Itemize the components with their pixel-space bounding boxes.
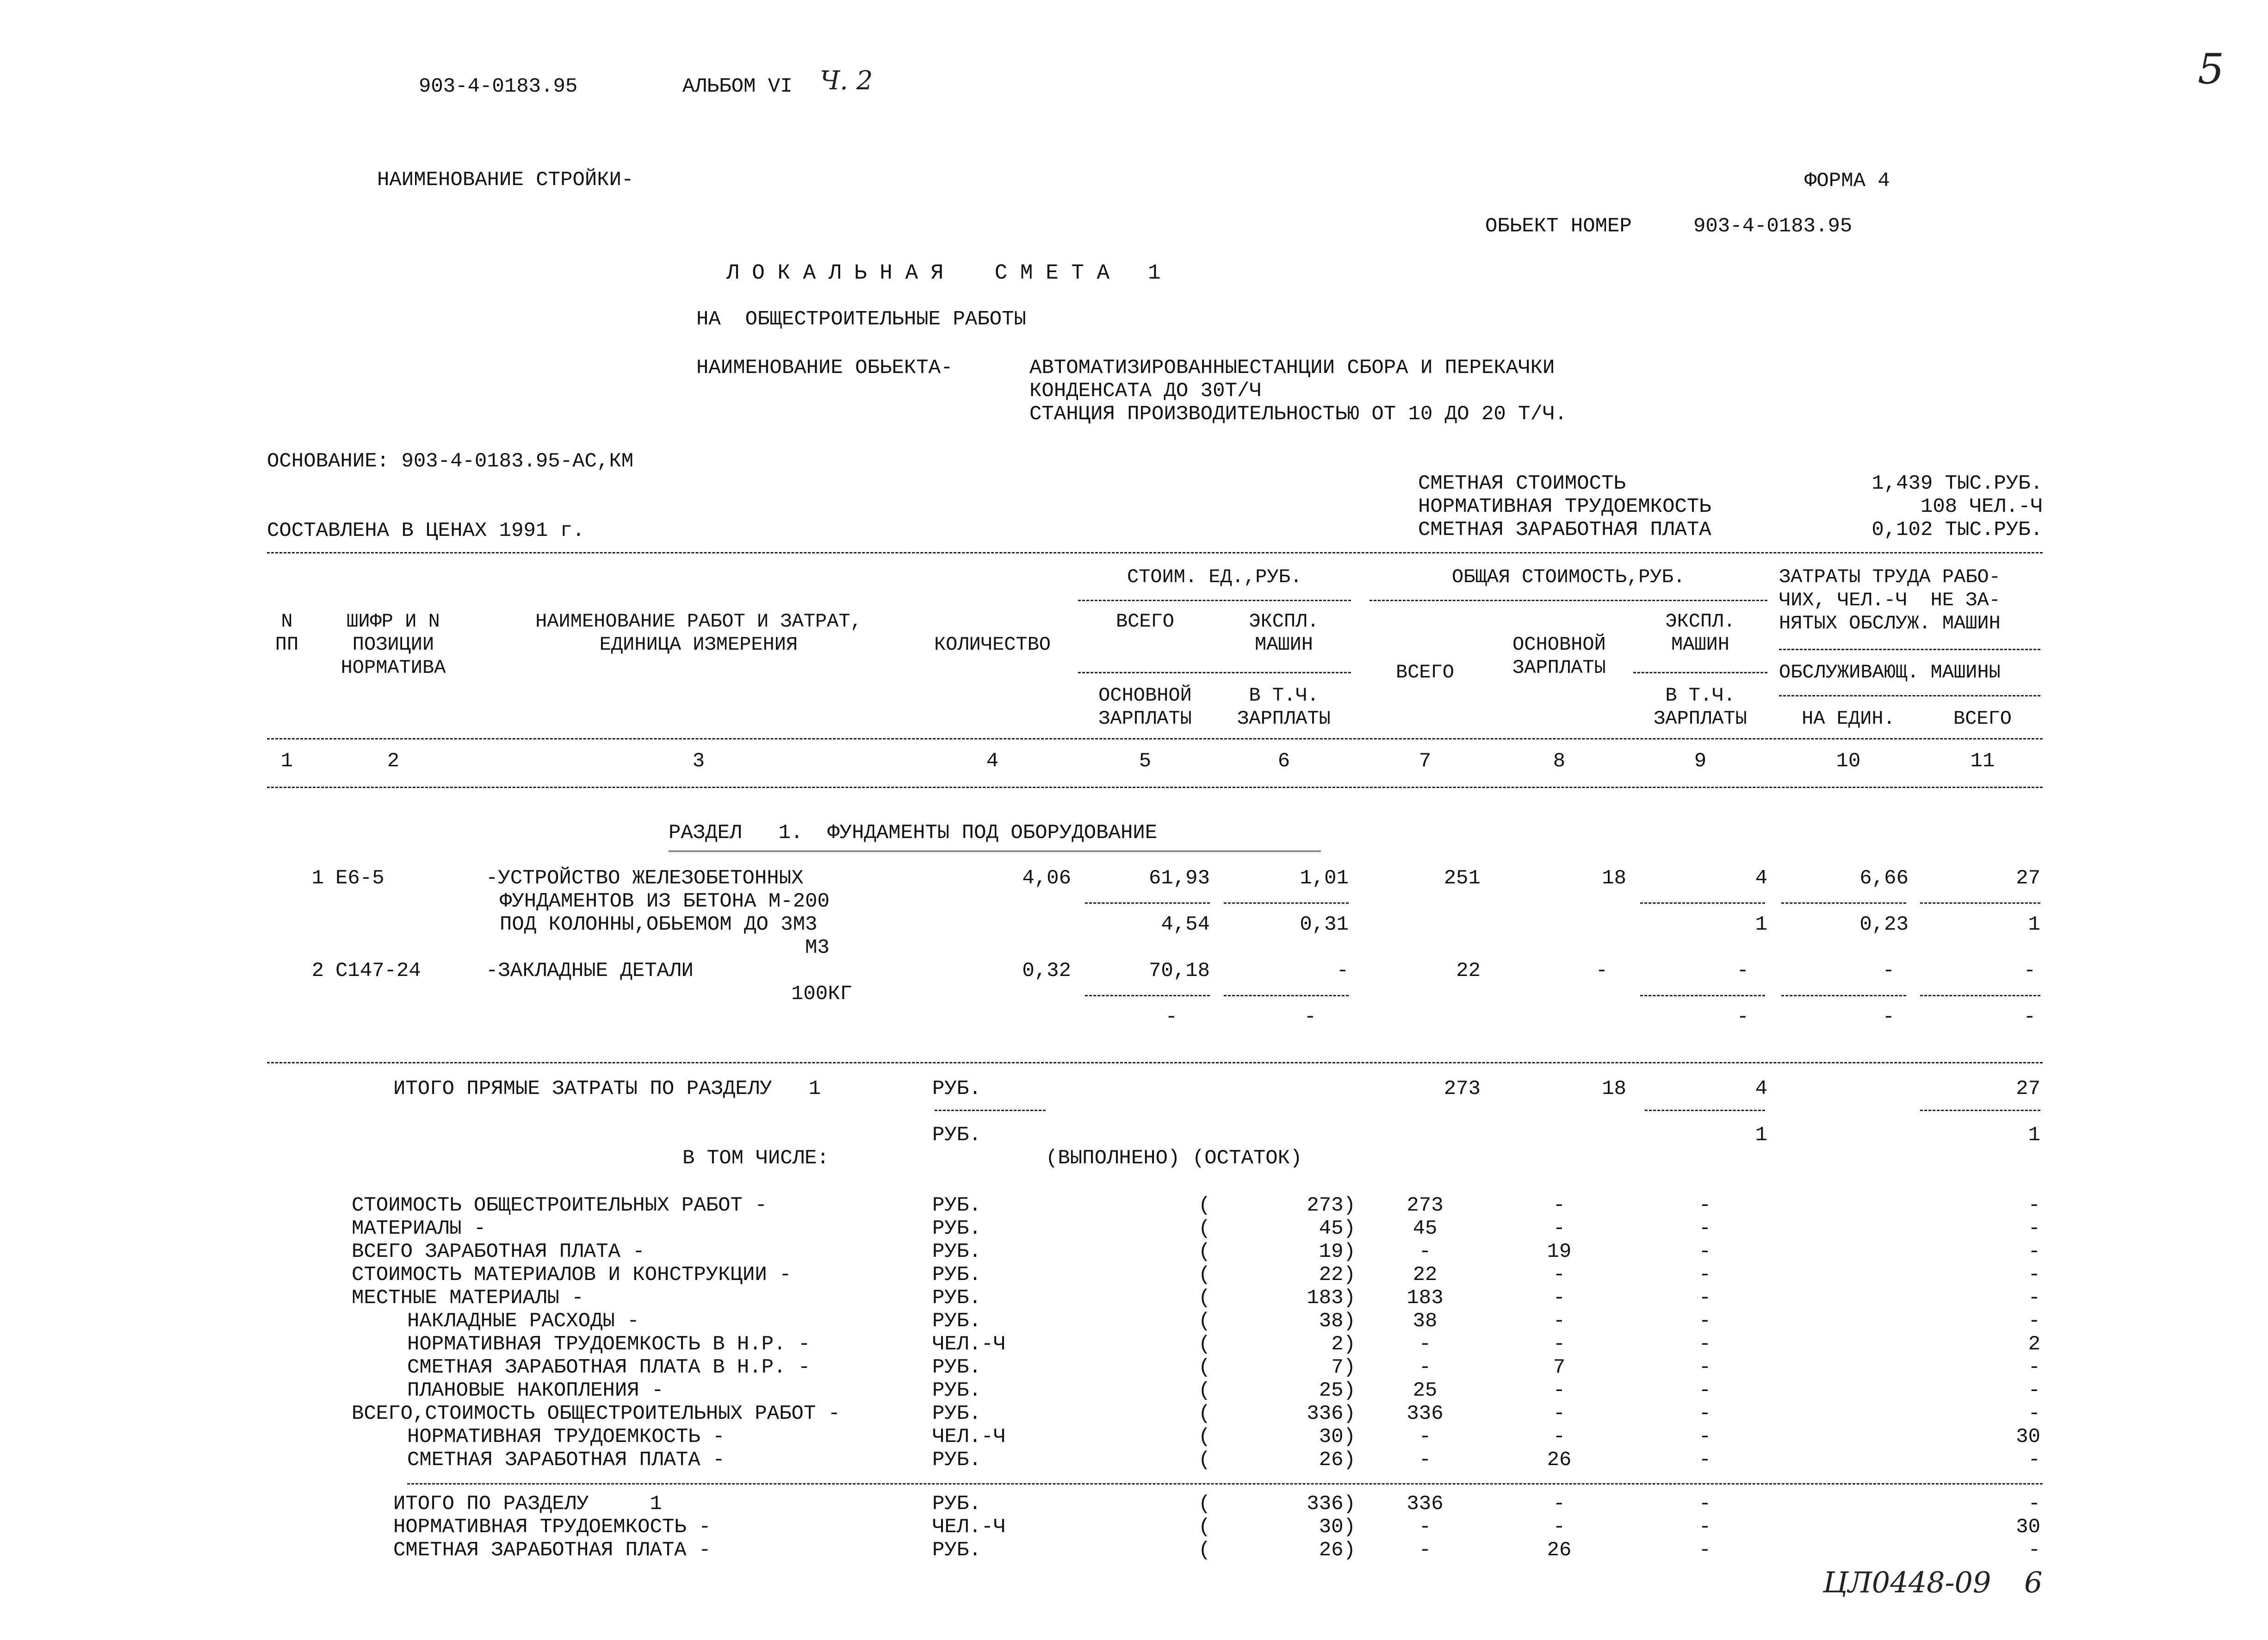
header-col4: КОЛИЧЕСТВО: [934, 634, 1051, 656]
row-total-all: 336: [1407, 1492, 1444, 1516]
row-label: СМЕТНАЯ ЗАРАБОТНАЯ ПЛАТА -: [407, 1448, 725, 1472]
cell-divider: [935, 1110, 1046, 1111]
cell-divider: [1920, 995, 2040, 996]
row-total-wage: -: [1553, 1194, 1566, 1217]
object-name-line: АВТОМАТИЗИРОВАННЫЕСТАНЦИИ СБОРА И ПЕРЕКАЧКИ: [1029, 356, 1555, 379]
row-done-value: 273): [1307, 1194, 1356, 1217]
total-incl: 1: [1755, 1124, 1767, 1147]
header-unit-wage: ОСНОВНОЙ: [1098, 684, 1192, 707]
header-divider: [1779, 649, 2040, 650]
column-number: 11: [1970, 750, 1995, 773]
row-label: ПЛАНОВЫЕ НАКОПЛЕНИЯ -: [407, 1379, 664, 1402]
divider: [267, 787, 2043, 788]
row-total-machines: -: [1698, 1516, 1711, 1539]
row-paren-open: (: [1198, 1539, 1211, 1562]
row-labor-total: -: [2028, 1194, 2040, 1217]
row-paren-open: (: [1198, 1310, 1211, 1333]
header-total-incl: В Т.Ч.: [1665, 684, 1735, 707]
row-unit: РУБ.: [932, 1240, 981, 1263]
row-paren-open: (: [1198, 1402, 1211, 1425]
row-total-wage: -: [1553, 1217, 1566, 1240]
row-unit: ЧЕЛ.-Ч: [932, 1425, 1006, 1448]
page-mark-top: 5: [2198, 45, 2225, 93]
cell-divider: [1640, 902, 1765, 904]
direct-total-unit: РУБ.: [932, 1077, 981, 1100]
row-labor-total: -: [2028, 1240, 2040, 1263]
row-labor-total: -: [2028, 1402, 2040, 1425]
row-done-value: 30): [1319, 1425, 1356, 1448]
header-col3: ЕДИНИЦА ИЗМЕРЕНИЯ: [599, 634, 798, 656]
row-total-all: -: [1419, 1240, 1431, 1263]
row-total-machines: -: [1698, 1286, 1711, 1310]
header-divider: [1078, 600, 1351, 601]
row-total-machines: -: [1698, 1240, 1711, 1263]
row-paren-open: (: [1198, 1217, 1211, 1240]
header-labor-unit: НА ЕДИН.: [1802, 708, 1895, 730]
total-wage: 18: [1602, 1077, 1626, 1100]
total-all: 273: [1444, 1077, 1481, 1100]
total-wage: -: [1595, 959, 1608, 982]
row-total-machines: -: [1698, 1492, 1711, 1516]
cell-divider: [1224, 902, 1349, 904]
row-done-value: 45): [1319, 1217, 1356, 1240]
row-total-wage: -: [1553, 1310, 1566, 1333]
row-total-all: -: [1419, 1448, 1431, 1472]
labor-total: 1: [2028, 1124, 2040, 1147]
row-total-machines: -: [1698, 1448, 1711, 1472]
row-unit: РУБ.: [932, 1217, 981, 1240]
total-all: 22: [1456, 959, 1481, 982]
row-label: МЕСТНЫЕ МАТЕРИАЛЫ -: [352, 1286, 584, 1310]
cell-divider: [1920, 902, 2040, 904]
total-all: 251: [1444, 867, 1481, 890]
row-total-all: 45: [1413, 1217, 1438, 1240]
row-done-value: 336): [1307, 1402, 1356, 1425]
row-total-all: 25: [1413, 1379, 1438, 1402]
column-number: 1: [280, 750, 293, 773]
row-label: НОРМАТИВНАЯ ТРУДОЕМКОСТЬ -: [393, 1516, 711, 1539]
header-unit-incl: В Т.Ч.: [1249, 684, 1319, 707]
labor-unit: 6,66: [1859, 867, 1909, 890]
row-done-value: 25): [1319, 1379, 1356, 1402]
header-col2: ПОЗИЦИИ: [352, 634, 434, 656]
row-done-value: 26): [1319, 1448, 1356, 1472]
item-name: ФУНДАМЕНТОВ ИЗ БЕТОНА М-200: [500, 890, 830, 913]
header-unit-cost: СТОИМ. ЕД.,РУБ.: [1127, 566, 1302, 588]
row-total-wage: -: [1553, 1263, 1566, 1286]
column-number: 10: [1836, 750, 1861, 773]
header-col1: ПП: [275, 634, 299, 656]
labor-total: 27: [2016, 867, 2040, 890]
row-paren-open: (: [1198, 1516, 1211, 1539]
row-total-machines: -: [1698, 1402, 1711, 1425]
row-total-all: -: [1419, 1425, 1431, 1448]
header-unit-machines: ЭКСПЛ.: [1249, 610, 1319, 633]
labor-unit: -: [1882, 1006, 1895, 1029]
cell-divider: [1640, 995, 1765, 996]
row-paren-open: (: [1198, 1425, 1211, 1448]
header-col2: НОРМАТИВА: [341, 657, 446, 679]
row-unit: РУБ.: [932, 1402, 981, 1425]
row-total-wage: -: [1553, 1516, 1566, 1539]
header-total-wage: ОСНОВНОЙ: [1512, 634, 1606, 656]
row-total-machines: -: [1698, 1356, 1711, 1379]
cell-divider: [1085, 902, 1210, 904]
cell-divider: [1085, 995, 1210, 996]
item-name: ПОД КОЛОННЫ,ОБЬЕМОМ ДО 3М3: [500, 913, 818, 936]
column-number: 9: [1694, 750, 1707, 773]
row-total-machines: -: [1698, 1379, 1711, 1402]
header-divider: [1369, 600, 1767, 601]
row-total-wage: -: [1553, 1492, 1566, 1516]
cell-divider: [1224, 995, 1349, 996]
header-col2: ШИФР И N: [347, 610, 440, 633]
item-code: Е6-5: [335, 867, 384, 890]
row-labor-total: 30: [2016, 1425, 2040, 1448]
header-divider: [1633, 672, 1767, 673]
header-labor: ОБСЛУЖИВАЮЩ. МАШИНЫ: [1779, 661, 2001, 683]
summary-label: НОРМАТИВНАЯ ТРУДОЕМКОСТЬ: [1418, 495, 1711, 518]
row-done-value: 2): [1331, 1333, 1356, 1356]
row-total-all: -: [1419, 1539, 1431, 1562]
row-done-value: 38): [1319, 1310, 1356, 1333]
row-total-wage: 26: [1547, 1539, 1572, 1562]
row-label: НАКЛАДНЫЕ РАСХОДЫ -: [407, 1310, 639, 1333]
row-unit: РУБ.: [932, 1194, 981, 1217]
column-number: 8: [1553, 750, 1566, 773]
row-paren-open: (: [1198, 1379, 1211, 1402]
row-labor-total: -: [2028, 1539, 2040, 1562]
row-total-wage: -: [1553, 1286, 1566, 1310]
row-label: НОРМАТИВНАЯ ТРУДОЕМКОСТЬ В Н.Р. -: [407, 1333, 811, 1356]
column-number: 6: [1277, 750, 1290, 773]
header-labor: ЧИХ, ЧЕЛ.-Ч НЕ ЗА-: [1779, 589, 2001, 611]
header-col3: НАИМЕНОВАНИЕ РАБОТ И ЗАТРАТ,: [535, 610, 862, 633]
row-total-machines: -: [1698, 1425, 1711, 1448]
row-total-wage: -: [1553, 1425, 1566, 1448]
header-divider: [1779, 695, 2040, 696]
row-unit: РУБ.: [932, 1310, 981, 1333]
item-quantity: 0,32: [1022, 959, 1071, 982]
row-unit: ЧЕЛ.-Ч: [932, 1333, 1006, 1356]
row-unit: ЧЕЛ.-Ч: [932, 1516, 1006, 1539]
column-number: 5: [1139, 750, 1152, 773]
total-machines: -: [1736, 959, 1749, 982]
unit-incl: 0,31: [1300, 913, 1349, 936]
row-unit: РУБ.: [932, 1448, 981, 1472]
labor-total: 27: [2016, 1077, 2040, 1100]
row-paren-open: (: [1198, 1448, 1211, 1472]
row-labor-total: -: [2028, 1217, 2040, 1240]
row-label: СМЕТНАЯ ЗАРАБОТНАЯ ПЛАТА -: [393, 1539, 711, 1562]
section-title: РАЗДЕЛ 1. ФУНДАМЕНТЫ ПОД ОБОРУДОВАНИЕ: [669, 821, 1158, 845]
row-labor-total: -: [2028, 1310, 2040, 1333]
row-labor-total: -: [2028, 1379, 2040, 1402]
row-label: СМЕТНАЯ ЗАРАБОТНАЯ ПЛАТА В Н.Р. -: [407, 1356, 811, 1379]
divider: [267, 1062, 2043, 1063]
object-name-line: КОНДЕНСАТА ДО 30Т/Ч: [1029, 379, 1262, 403]
header-total-all: ВСЕГО: [1395, 661, 1455, 683]
summary-value: 108 ЧЕЛ.-Ч: [1920, 495, 2043, 518]
row-total-machines: -: [1698, 1539, 1711, 1562]
labor-total: -: [2023, 1006, 2036, 1029]
row-done-value: 26): [1319, 1539, 1356, 1562]
row-total-all: 336: [1407, 1402, 1444, 1425]
row-unit: РУБ.: [932, 1263, 981, 1286]
row-paren-open: (: [1198, 1356, 1211, 1379]
row-paren-open: (: [1198, 1333, 1211, 1356]
row-label: МАТЕРИАЛЫ -: [352, 1217, 486, 1240]
column-number: 3: [692, 750, 705, 773]
row-label: ИТОГО ПО РАЗДЕЛУ 1: [393, 1492, 662, 1516]
row-total-all: 22: [1413, 1263, 1438, 1286]
summary-label: СМЕТНАЯ СТОИМОСТЬ: [1418, 472, 1626, 495]
labor-unit: 0,23: [1859, 913, 1909, 936]
row-label: НОРМАТИВНАЯ ТРУДОЕМКОСТЬ -: [407, 1425, 725, 1448]
row-label: ВСЕГО ЗАРАБОТНАЯ ПЛАТА -: [352, 1240, 645, 1263]
header-total-cost: ОБЩАЯ СТОИМОСТЬ,РУБ.: [1451, 566, 1686, 588]
footer-page: 6: [2024, 1565, 2043, 1599]
row-paren-open: (: [1198, 1263, 1211, 1286]
unit-incl: -: [1304, 1006, 1316, 1029]
header-labor-total: ВСЕГО: [1953, 708, 2012, 730]
row-unit: РУБ.: [932, 1492, 981, 1516]
cell-divider: [1781, 995, 1906, 996]
unit-machines: 1,01: [1300, 867, 1349, 890]
row-unit: РУБ.: [932, 1286, 981, 1310]
header-total-machines: МАШИН: [1671, 634, 1730, 656]
row-done-value: 19): [1319, 1240, 1356, 1263]
header-unit-incl: ЗАРПЛАТЫ: [1237, 708, 1331, 730]
item-quantity: 4,06: [1022, 867, 1071, 890]
header-divider: [1078, 672, 1351, 673]
row-labor-total: -: [2028, 1356, 2040, 1379]
row-total-machines: -: [1698, 1217, 1711, 1240]
row-done-value: 22): [1319, 1263, 1356, 1286]
prices-text: СОСТАВЛЕНА В ЦЕНАХ 1991 г.: [267, 519, 585, 542]
row-total-machines: -: [1698, 1194, 1711, 1217]
labor-unit: -: [1882, 959, 1895, 982]
header-total-incl: ЗАРПЛАТЫ: [1654, 708, 1747, 730]
item-name: -УСТРОЙСТВО ЖЕЛЕЗОБЕТОННЫХ: [486, 867, 804, 890]
row-labor-total: -: [2028, 1448, 2040, 1472]
direct-total-label: ИТОГО ПРЯМЫЕ ЗАТРАТЫ ПО РАЗДЕЛУ 1: [393, 1077, 821, 1100]
direct-total-unit: РУБ.: [932, 1124, 981, 1147]
row-total-machines: -: [1698, 1263, 1711, 1286]
row-labor-total: 30: [2016, 1516, 2040, 1539]
row-total-wage: -: [1553, 1333, 1566, 1356]
row-total-wage: 7: [1553, 1356, 1566, 1379]
item-number: 2: [311, 959, 324, 982]
object-number: 903-4-0183.95: [1693, 215, 1853, 238]
object-name-label: НАИМЕНОВАНИЕ ОБЬЕКТА-: [696, 356, 953, 379]
row-paren-open: (: [1198, 1240, 1211, 1263]
album-part-handwritten: Ч. 2: [820, 66, 873, 96]
total-wage: 18: [1602, 867, 1626, 890]
row-total-machines: -: [1698, 1333, 1711, 1356]
estimate-title: Л О К А Л Ь Н А Я С М Е Т А 1: [726, 261, 1161, 285]
cell-divider: [1920, 1110, 2040, 1111]
item-unit: М3: [805, 936, 830, 959]
row-total-wage: 19: [1547, 1240, 1572, 1263]
unit-machines: -: [1336, 959, 1349, 982]
estimate-subtitle: НА ОБЩЕСТРОИТЕЛЬНЫЕ РАБОТЫ: [696, 308, 1026, 331]
row-total-wage: -: [1553, 1379, 1566, 1402]
summary-label: СМЕТНАЯ ЗАРАБОТНАЯ ПЛАТА: [1418, 518, 1711, 541]
row-paren-open: (: [1198, 1194, 1211, 1217]
header-unit-machines: МАШИН: [1254, 634, 1314, 656]
basis-text: ОСНОВАНИЕ: 903-4-0183.95-АС,КМ: [267, 450, 634, 473]
column-number: 7: [1419, 750, 1431, 773]
row-paren-open: (: [1198, 1492, 1211, 1516]
row-paren-open: (: [1198, 1286, 1211, 1310]
row-total-all: -: [1419, 1516, 1431, 1539]
row-unit: РУБ.: [932, 1379, 981, 1402]
album-label: АЛЬБОМ VI: [682, 75, 793, 98]
row-labor-total: -: [2028, 1492, 2040, 1516]
unit-wage: -: [1165, 1006, 1177, 1029]
object-name-line: СТАНЦИЯ ПРОИЗВОДИТЕЛЬНОСТЬЮ ОТ 10 ДО 20 Т/Ч.: [1029, 403, 1567, 426]
header-col1: N: [281, 610, 293, 633]
row-labor-total: -: [2028, 1286, 2040, 1310]
total-machines: 4: [1755, 867, 1767, 890]
divider: [267, 738, 2043, 739]
row-label: СТОИМОСТЬ ОБЩЕСТРОИТЕЛЬНЫХ РАБОТ -: [352, 1194, 767, 1217]
summary-value: 1,439 ТЫС.РУБ.: [1871, 472, 2043, 495]
item-unit: 100КГ: [791, 982, 853, 1006]
column-number: 4: [986, 750, 999, 773]
row-total-machines: -: [1698, 1310, 1711, 1333]
column-number: 2: [387, 750, 400, 773]
form-label: ФОРМА 4: [1804, 169, 1890, 193]
section-title-underline: [669, 851, 1321, 852]
row-done-value: 7): [1331, 1356, 1356, 1379]
total-incl: -: [1736, 1006, 1749, 1029]
labor-total: -: [2023, 959, 2036, 982]
row-label: СТОИМОСТЬ МАТЕРИАЛОВ И КОНСТРУКЦИИ -: [352, 1263, 792, 1286]
row-labor-total: 2: [2028, 1333, 2040, 1356]
footer-stamp: ЦЛ0448-09: [1823, 1565, 1991, 1599]
row-total-all: -: [1419, 1333, 1431, 1356]
row-unit: РУБ.: [932, 1539, 981, 1562]
done-rest-label: (ВЫПОЛНЕНО) (ОСТАТОК): [1046, 1147, 1302, 1170]
row-done-value: 183): [1307, 1286, 1356, 1310]
row-done-value: 30): [1319, 1516, 1356, 1539]
object-number-label: ОБЬЕКТ НОМЕР: [1485, 215, 1632, 238]
unit-total: 61,93: [1148, 867, 1210, 890]
row-unit: РУБ.: [932, 1356, 981, 1379]
total-incl: 1: [1755, 913, 1767, 936]
header-total-wage: ЗАРПЛАТЫ: [1512, 657, 1606, 679]
row-total-wage: 26: [1547, 1448, 1572, 1472]
row-labor-total: -: [2028, 1263, 2040, 1286]
header-labor: НЯТЫХ ОБСЛУЖ. МАШИН: [1779, 612, 2001, 634]
header-unit-total: ВСЕГО: [1115, 610, 1175, 633]
row-done-value: 336): [1307, 1492, 1356, 1516]
item-name: -ЗАКЛАДНЫЕ ДЕТАЛИ: [486, 959, 694, 982]
labor-total: 1: [2028, 913, 2040, 936]
row-total-all: 273: [1407, 1194, 1444, 1217]
row-label: ВСЕГО,СТОИМОСТЬ ОБЩЕСТРОИТЕЛЬНЫХ РАБОТ -: [352, 1402, 841, 1425]
row-total-all: 38: [1413, 1310, 1438, 1333]
divider: [267, 552, 2043, 553]
cell-divider: [1645, 1110, 1765, 1111]
item-code: С147-24: [335, 959, 421, 982]
summary-value: 0,102 ТЫС.РУБ.: [1871, 518, 2043, 541]
cell-divider: [1781, 902, 1906, 904]
total-machines: 4: [1755, 1077, 1767, 1100]
row-total-wage: -: [1553, 1402, 1566, 1425]
row-total-all: 183: [1407, 1286, 1444, 1310]
unit-wage: 4,54: [1161, 913, 1210, 936]
unit-total: 70,18: [1148, 959, 1210, 982]
row-total-all: -: [1419, 1356, 1431, 1379]
item-number: 1: [311, 867, 324, 890]
divider: [407, 1483, 2043, 1485]
header-unit-wage: ЗАРПЛАТЫ: [1098, 708, 1192, 730]
including-label: В ТОМ ЧИСЛЕ:: [682, 1147, 829, 1170]
header-labor: ЗАТРАТЫ ТРУДА РАБО-: [1779, 566, 2001, 588]
header-total-machines: ЭКСПЛ.: [1665, 610, 1735, 633]
construction-label: НАИМЕНОВАНИЕ СТРОЙКИ-: [377, 168, 634, 192]
document-code: 903-4-0183.95: [419, 75, 578, 98]
